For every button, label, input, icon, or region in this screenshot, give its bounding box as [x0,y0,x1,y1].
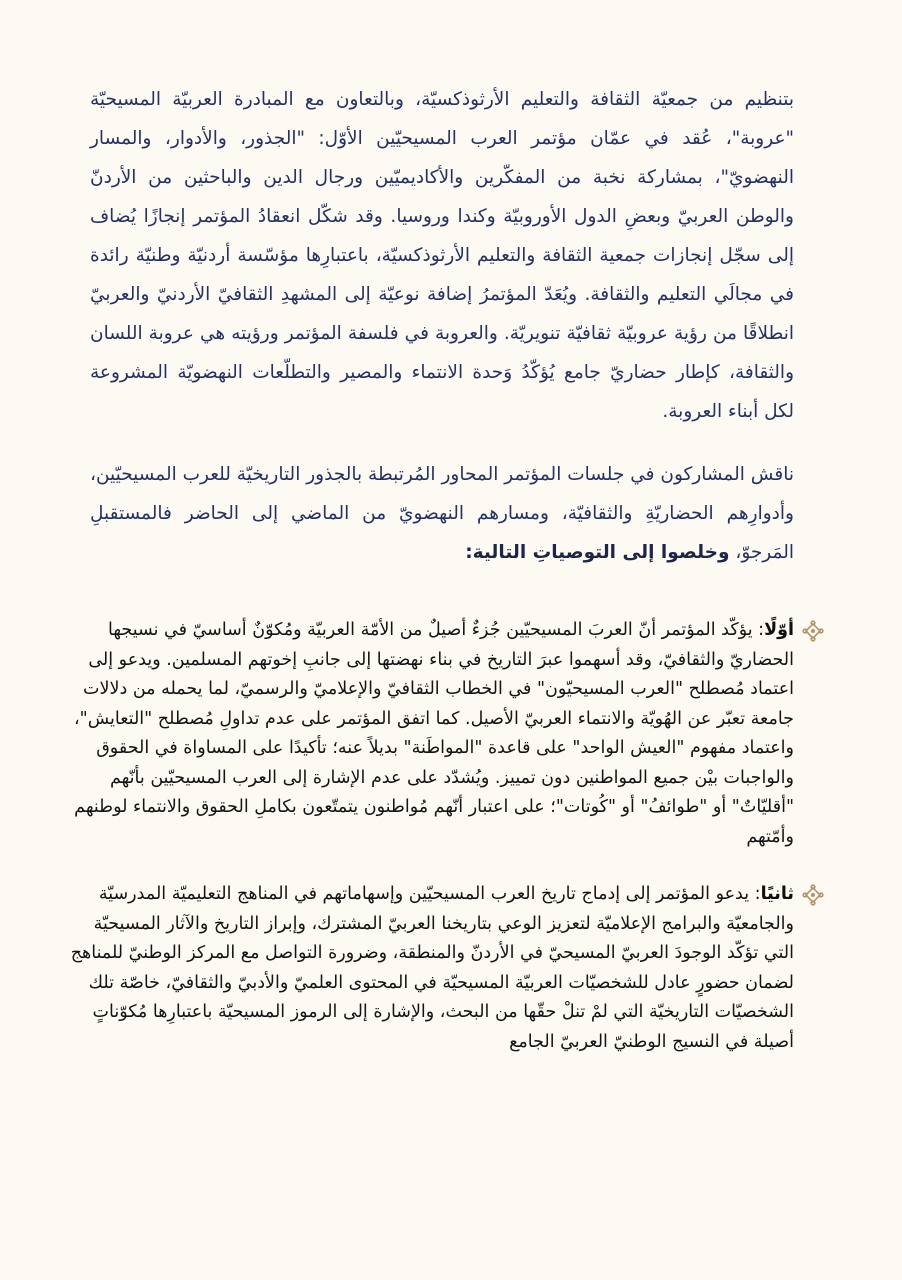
recommendation-text [68,880,794,1057]
document-page [70,80,794,1085]
intro-paragraph-2 [90,455,794,572]
recommendation-body: : يؤكّد المؤتمر أنّ العربَ المسيحيّين جُزءٌ أصيلٌ من الأمّة العربيّة ومُكوّنٌ أساسيّ في نسيجها الحضاريّ والثقافيّ، وقد أسهموا عبرَ التاريخ في بناء نهضتها إلى جانبِ إخوتهم المسلمين. ويدعو إلى اعتماد مُصطلح "العرب المسيحيّون" في الخطاب الثقافيّ والإعلاميّ والرسميّ، لما يحمله من دلالات جامعة تعبّر عن الهُويّة والانتماء العربيّ الأصيل. كما اتفق المؤتمر على عدم تداولِ مُصطلح "التعايش"، واعتماد مفهوم "العيش الواحد" على قاعدة "المواطَنة" بديلاً عنه؛ تأكيدًا على المساواة في الحقوق والواجبات بيْن جميع المواطنين دون تمييز. ويُشدّد على عدم الإشارة إلى العرب المسيحيّين بأنّهم "أقليّاتٌ" أو "طوائفُ" أو "كُوتات"؛ على اعتبار أنّهم مُواطنون يتمتّعون بكاملِ الحقوق والانتماء لوطنهم وأمّتهم [74,620,794,847]
intro-paragraph-1-text: بتنظيم من جمعيّة الثقافة والتعليم الأرثوذكسيّة، وبالتعاون مع المبادرة العربيّة المسيحيّة "عروبة"، عُقد في عمّان مؤتمر العرب المسيحيّين الأوّل: "الجذور، والأدوار، والمسار النهضويّ"، بمشاركة نخبة من المفكّرين والأكاديميّين ورجال الدين والباحثين من الأردنّ والوطن العربيّ وبعضِ الدول الأوروبيّة وكندا وروسيا. وقد شكّل انعقادُ المؤتمر إنجازًا يُضاف إلى سجّل إنجازات جمعية الثقافة والتعليم الأرثوذكسيّة، باعتبارِها مؤسّسة أردنيّة وطنيّة رائدة في مجالَي التعليم والثقافة. ويُعَدّ المؤتمرُ إضافة نوعيّة إلى المشهدِ الثقافيّ الأردنيّ والعربيّ انطلاقًا من رؤية عروبيّة ثقافيّة تنويريّة. والعروبة في فلسفة المؤتمر ورؤيته هي عروبة اللسان والثقافة، كإطار حضاريّ جامع يُؤكّدُ وَحدة الانتماء والمصير والتطلّعات النهضويّة المشروعة لكل أبناء العروبة. [90,89,794,422]
recommendations-lead-in: وخلصوا إلى التوصياتِ التالية: [465,542,730,563]
ornament-bullet-icon [802,620,824,646]
recommendation-text [68,616,794,852]
intro-paragraph-2-text: ناقش المشاركون في جلسات المؤتمر المحاور المُرتبطة بالجذور التاريخيّة للعرب المسيحيّين، وأدوارِهم الحضاريّةِ والثقافيّة، ومسارهم النهضويّ من الماضي إلى الحاضر فالمستقبلِ المَرجوّ، [90,464,794,563]
recommendation-ordinal: ثانيًا [760,884,794,904]
ornament-bullet-icon [802,884,824,910]
intro-paragraph-1 [90,80,794,431]
recommendation-item [68,880,794,1057]
recommendation-item [68,616,794,852]
recommendations-list [68,616,794,1057]
recommendation-ordinal: أوّلًا [764,620,794,640]
recommendation-body: : يدعو المؤتمر إلى إدماج تاريخ العرب المسيحيّين وإسهاماتهم في المناهج التعليميّة المدرسيّة والجامعيّة والبرامج الإعلاميّة لتعزيز الوعي بتاريخنا العربيّ المشترك، وإبراز التاريخ والآثار المسيحيّة التي تؤكّد الوجودَ العربيّ المسيحيّ في الأردنّ والمنطقة، وضرورة التواصل مع المركز الوطنيّ للمناهج لضمان حضورٍ عادل للشخصيّات العربيّة المسيحيّة في المحتوى العلميّ والأدبيّ والثقافيّ، خاصّة تلك الشخصيّات التاريخيّة التي لمْ تنلْ حقّها من البحث، والإشارة إلى الرموز المسيحيّة باعتبارِها مُكوّناتٍ أصيلة في النسيج الوطنيّ العربيّ الجامع [70,884,794,1052]
